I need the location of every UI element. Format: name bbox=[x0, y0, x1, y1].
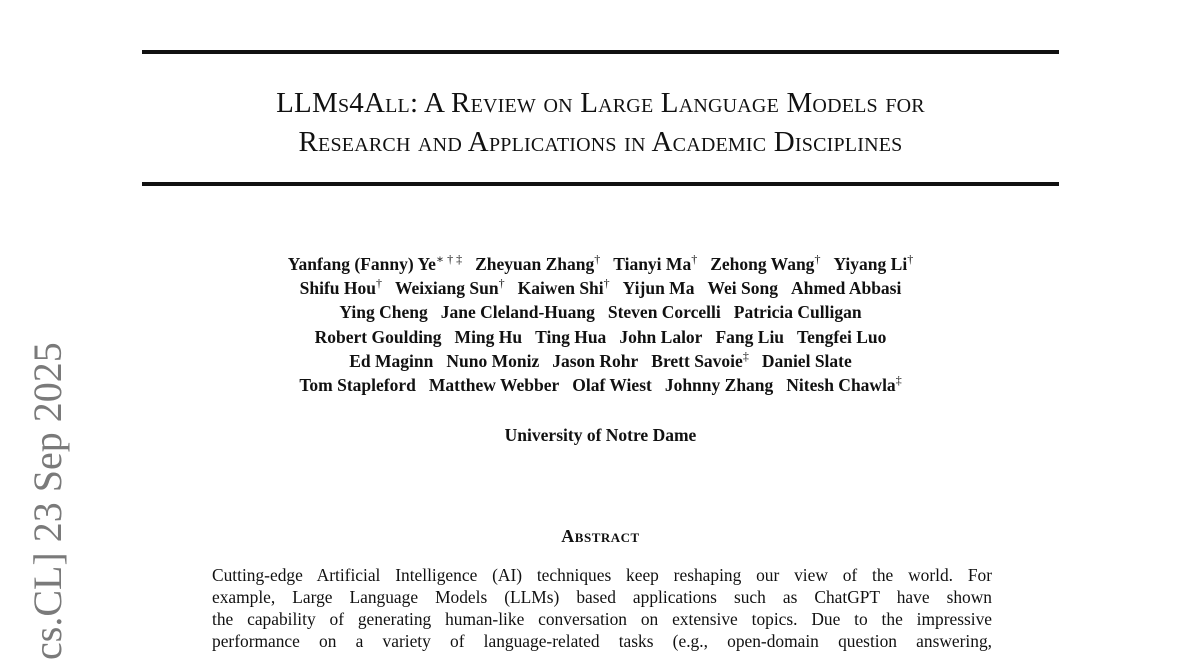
author-name-text: Wei Song bbox=[707, 278, 778, 299]
author-name-text: Steven Corcelli bbox=[607, 302, 721, 323]
author-name bbox=[623, 278, 695, 298]
author-name-text: Matthew Webber bbox=[428, 375, 560, 396]
author-name-text: Yiyang Li bbox=[833, 254, 908, 274]
author-name bbox=[786, 375, 901, 395]
author-name bbox=[791, 278, 901, 298]
author-affiliation-marks: † bbox=[691, 252, 698, 267]
author-name-text: Ting Hua bbox=[535, 326, 607, 347]
author-name bbox=[710, 254, 820, 274]
author-affiliation-marks: ∗ † ‡ bbox=[435, 252, 463, 267]
author-name-text: Johnny Zhang bbox=[664, 375, 774, 396]
author-affiliation-marks: † bbox=[375, 276, 382, 291]
author-line bbox=[142, 300, 1059, 324]
author-name-text: Yijun Ma bbox=[622, 278, 695, 299]
author-affiliation-marks: ‡ bbox=[742, 348, 749, 363]
author-affiliation-marks: † bbox=[498, 276, 505, 291]
author-affiliation-marks: † bbox=[814, 252, 821, 267]
author-name bbox=[429, 375, 559, 395]
author-name bbox=[395, 278, 505, 298]
author-affiliation-marks: † bbox=[603, 276, 610, 291]
author-name bbox=[762, 351, 852, 371]
author-name bbox=[619, 327, 702, 347]
author-name bbox=[300, 278, 382, 298]
author-line bbox=[142, 373, 1059, 397]
author-name bbox=[299, 375, 416, 395]
author-line bbox=[142, 276, 1059, 300]
author-list bbox=[142, 252, 1059, 397]
author-name bbox=[349, 351, 433, 371]
author-name-text: John Lalor bbox=[619, 326, 703, 347]
author-name-text: Zheyuan Zhang bbox=[475, 254, 595, 274]
author-name-text: Tianyi Ma bbox=[613, 254, 692, 274]
author-name bbox=[441, 302, 595, 322]
author-name bbox=[518, 278, 610, 298]
author-line bbox=[142, 252, 1059, 276]
author-name bbox=[572, 375, 652, 395]
author-name-text: Ahmed Abbasi bbox=[790, 278, 902, 299]
author-name-text: Zehong Wang bbox=[710, 254, 815, 274]
title-bottom-rule bbox=[142, 182, 1059, 186]
affiliation: University of Notre Dame bbox=[504, 425, 697, 445]
author-name-text: Yanfang (Fanny) Ye bbox=[287, 254, 436, 274]
author-name-text: Brett Savoie bbox=[651, 350, 743, 371]
author-name bbox=[315, 327, 442, 347]
author-name-text: Jason Rohr bbox=[552, 350, 639, 371]
abstract-text bbox=[212, 564, 992, 652]
author-name-text: Nuno Moniz bbox=[446, 350, 540, 371]
author-name bbox=[715, 327, 784, 347]
author-name-text: Jane Cleland-Huang bbox=[440, 302, 595, 323]
author-name bbox=[339, 302, 427, 322]
author-name bbox=[797, 327, 886, 347]
author-name bbox=[475, 254, 600, 274]
author-name-text: Weixiang Sun bbox=[394, 278, 499, 299]
author-name bbox=[651, 348, 749, 371]
author-name-text: Nitesh Chawla bbox=[786, 375, 896, 396]
author-name-text: Ming Hu bbox=[454, 326, 523, 347]
author-line bbox=[142, 325, 1059, 349]
author-name bbox=[288, 254, 462, 274]
author-name bbox=[552, 351, 638, 371]
author-name bbox=[665, 375, 773, 395]
abstract-heading: Abstract bbox=[561, 526, 640, 546]
author-name-text: Tengfei Luo bbox=[797, 326, 887, 347]
author-name bbox=[535, 327, 606, 347]
title-line-2: Research and Applications in Academic Disciplines bbox=[298, 126, 903, 158]
author-name-text: Shifu Hou bbox=[299, 278, 376, 299]
title-line-1: LLMs4All: A Review on Large Language Models for bbox=[276, 87, 925, 119]
author-name bbox=[446, 351, 539, 371]
author-name-text: Daniel Slate bbox=[761, 350, 852, 371]
author-name bbox=[613, 254, 697, 274]
author-name-text: Patricia Culligan bbox=[733, 302, 862, 323]
author-name-text: Tom Stapleford bbox=[299, 375, 416, 396]
paper-title bbox=[142, 84, 1059, 162]
author-line bbox=[142, 349, 1059, 373]
author-affiliation-marks: ‡ bbox=[895, 373, 902, 388]
author-name-text: Ed Maginn bbox=[349, 350, 434, 371]
author-name-text: Kaiwen Shi bbox=[517, 278, 604, 299]
abstract-line: Cutting-edge Artificial Intelligence (AI) techniques keep reshaping our view of the world. For bbox=[212, 565, 992, 585]
author-name-text: Fang Liu bbox=[715, 326, 785, 347]
author-name-text: Olaf Wiest bbox=[572, 375, 652, 396]
arxiv-side-identifier: cs.CL] 23 Sep 2025 bbox=[25, 342, 70, 660]
author-name bbox=[833, 254, 913, 274]
author-affiliation-marks: † bbox=[594, 252, 601, 267]
abstract-line: performance on a variety of language-related tasks (e.g., open-domain question answering, bbox=[212, 631, 992, 651]
abstract-line: example, Large Language Models (LLMs) based applications such as ChatGPT have shown bbox=[212, 587, 992, 607]
author-name bbox=[608, 302, 721, 322]
abstract-line: the capability of generating human-like conversation on extensive topics. Due to the impressive bbox=[212, 609, 992, 629]
title-top-rule bbox=[142, 50, 1059, 54]
author-name bbox=[455, 327, 523, 347]
author-name bbox=[734, 302, 862, 322]
author-affiliation-marks: † bbox=[907, 252, 914, 267]
author-name bbox=[707, 278, 778, 298]
author-name-text: Robert Goulding bbox=[314, 326, 442, 347]
author-name-text: Ying Cheng bbox=[339, 302, 428, 323]
